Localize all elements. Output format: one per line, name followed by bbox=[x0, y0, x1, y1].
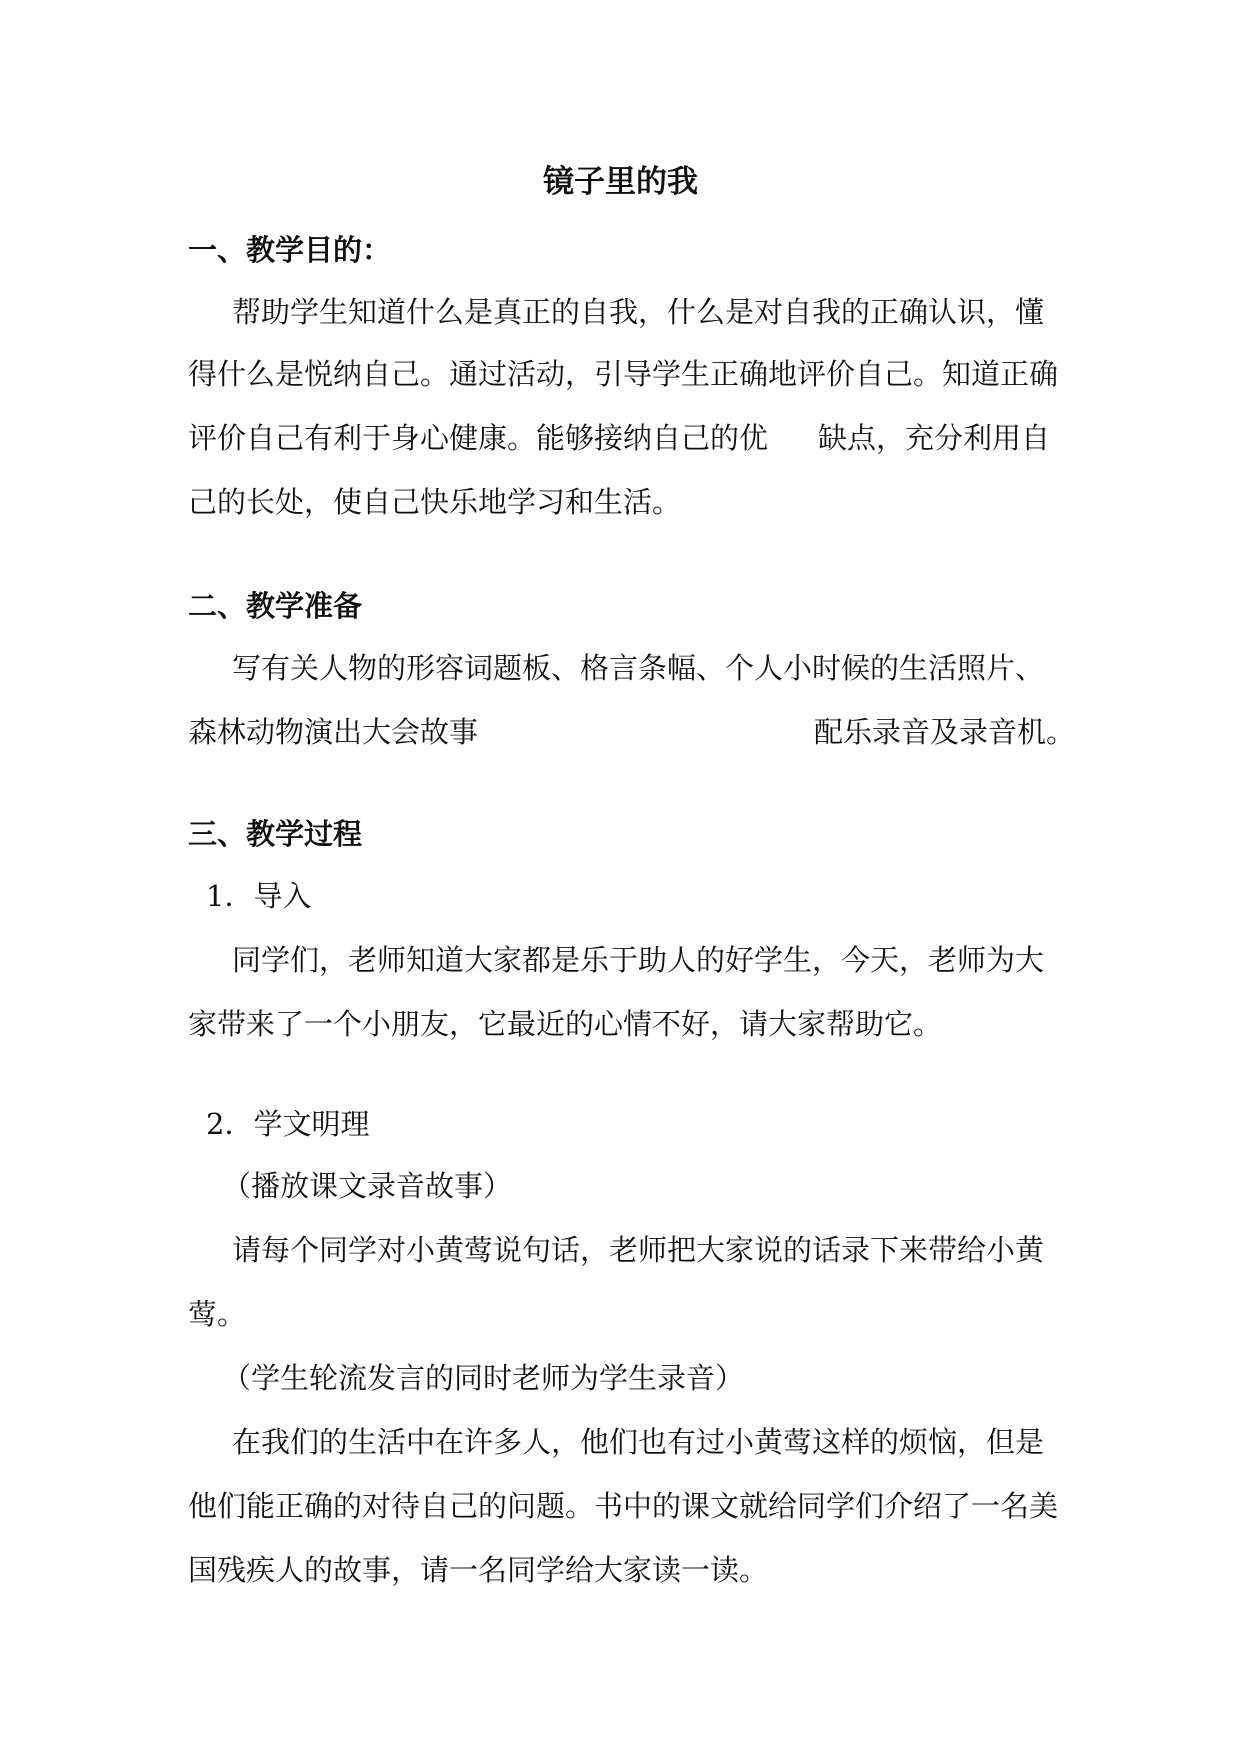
paragraph-line: 莺。 bbox=[188, 1297, 247, 1331]
paragraph-line: （播放课文录音故事） bbox=[222, 1169, 513, 1203]
section-heading-process: 三、教学过程 bbox=[188, 817, 363, 851]
step-label-study: 2．学文明理 bbox=[206, 1107, 370, 1141]
paragraph-line: 他们能正确的对待自己的问题。书中的课文就给同学们介绍了一名美 bbox=[188, 1489, 1059, 1523]
paragraph-line: 帮助学生知道什么是真正的自我，什么是对自我的正确认识，懂 bbox=[232, 295, 1045, 329]
paragraph-line: 森林动物演出大会故事 bbox=[188, 715, 479, 749]
paragraph-line: 在我们的生活中在许多人，他们也有过小黄莺这样的烦恼，但是 bbox=[232, 1425, 1045, 1459]
paragraph-line: （学生轮流发言的同时老师为学生录音） bbox=[222, 1361, 745, 1395]
section-heading-goals: 一、教学目的： bbox=[188, 233, 392, 267]
paragraph-line: 评价自己有利于身心健康。能够接纳自己的优 bbox=[188, 421, 769, 455]
paragraph-line: 写有关人物的形容词题板、格言条幅、个人小时候的生活照片、 bbox=[232, 651, 1045, 685]
paragraph-line: 请每个同学对小黄莺说句话，老师把大家说的话录下来带给小黄 bbox=[232, 1233, 1045, 1267]
document-title: 镜子里的我 bbox=[543, 164, 698, 200]
paragraph-line: 同学们，老师知道大家都是乐于助人的好学生，今天，老师为大 bbox=[232, 943, 1045, 977]
paragraph-line: 国残疾人的故事，请一名同学给大家读一读。 bbox=[188, 1553, 769, 1587]
paragraph-line: 得什么是悦纳自己。通过活动，引导学生正确地评价自己。知道正确 bbox=[188, 357, 1059, 391]
section-heading-preparation: 二、教学准备 bbox=[188, 589, 363, 623]
paragraph-line-continued: 缺点，充分利用自 bbox=[818, 421, 1051, 455]
step-label-intro: 1．导入 bbox=[206, 879, 312, 913]
paragraph-line: 家带来了一个小朋友，它最近的心情不好，请大家帮助它。 bbox=[188, 1007, 943, 1041]
paragraph-line-continued: 配乐录音及录音机。 bbox=[814, 715, 1076, 749]
paragraph-line: 己的长处，使自己快乐地学习和生活。 bbox=[188, 485, 682, 519]
